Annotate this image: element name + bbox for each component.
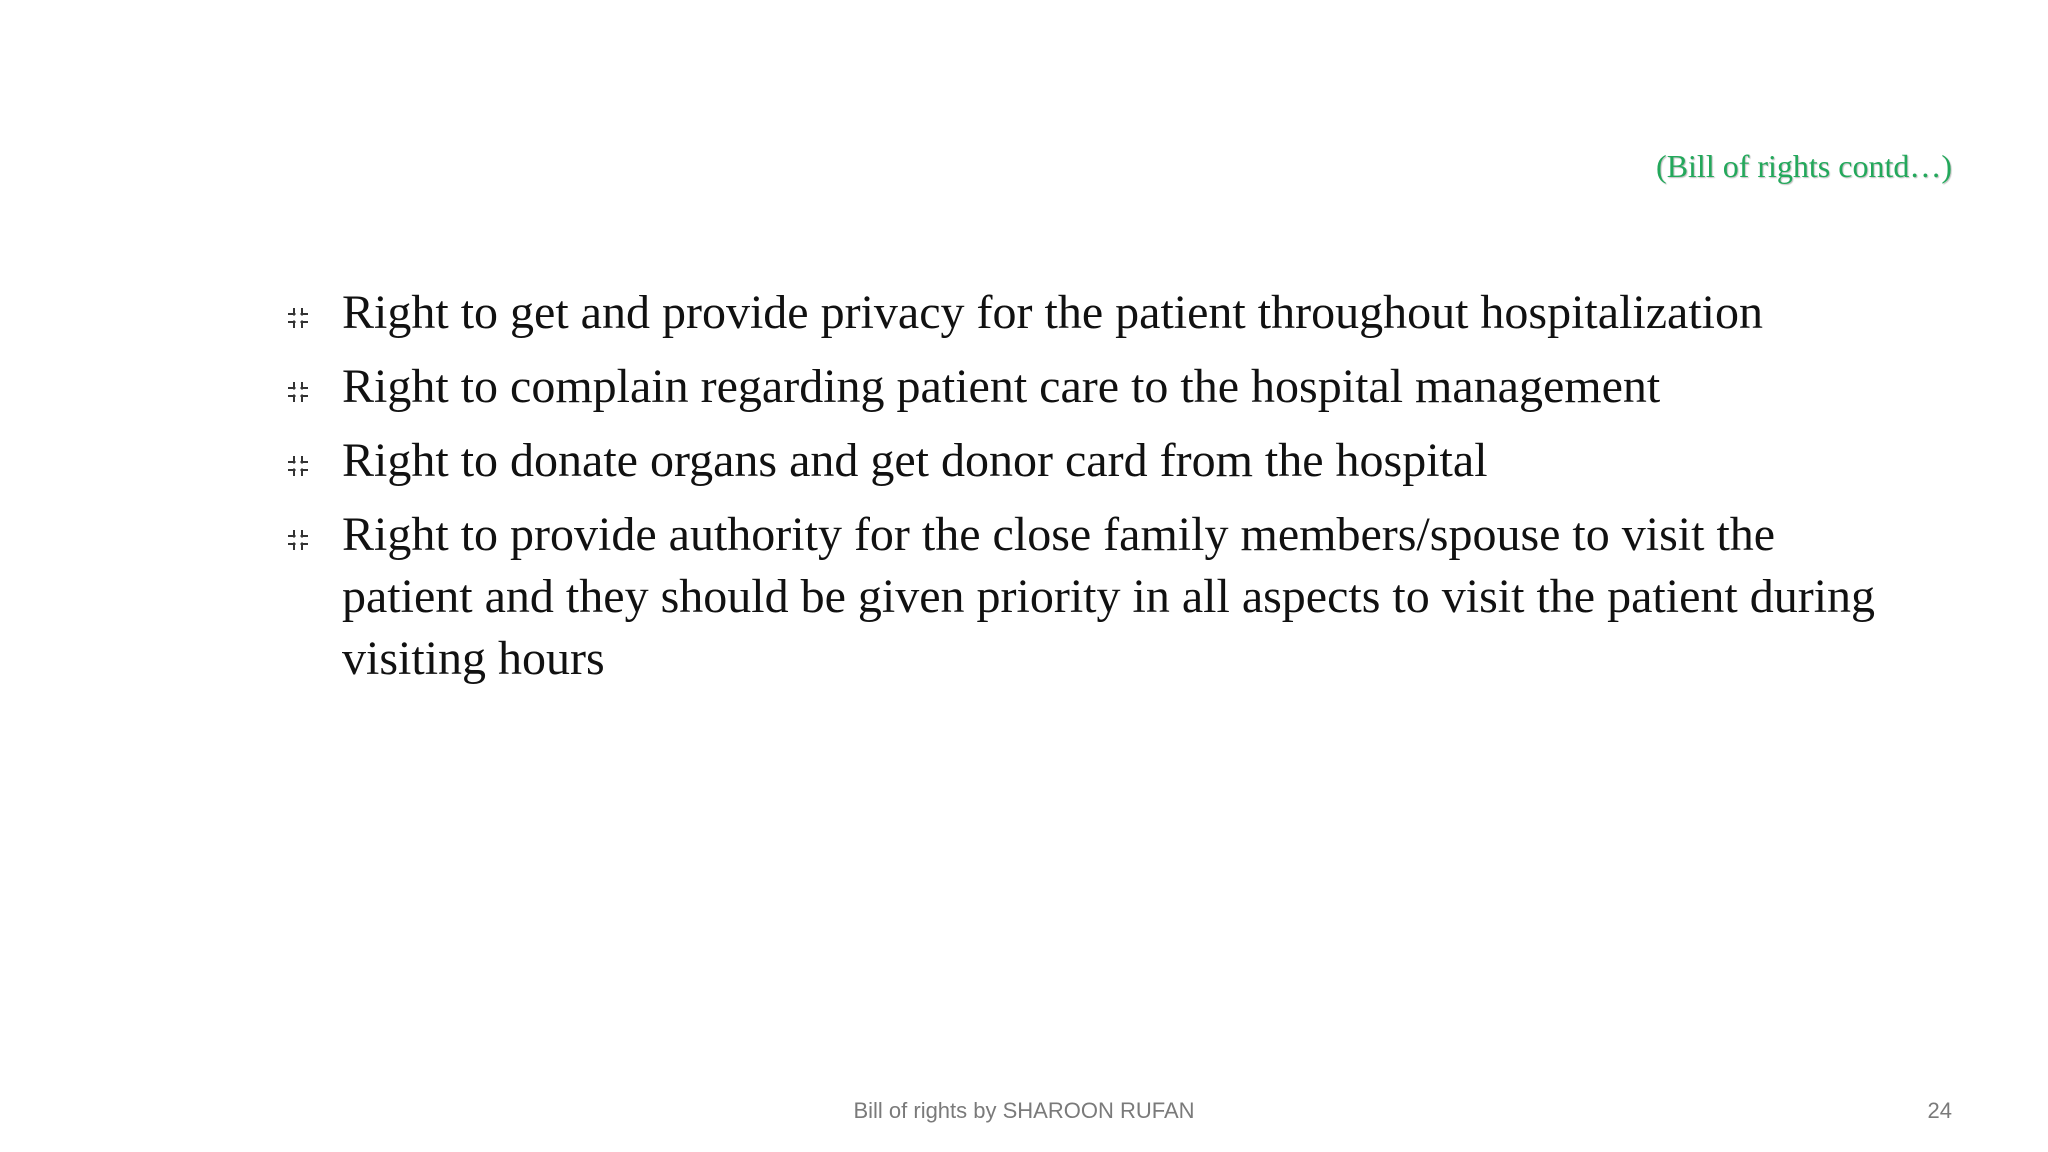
list-item	[286, 504, 1906, 690]
bullet-text: Right to get and provide privacy for the patient throughout hospitalization	[342, 286, 1764, 339]
slide-subtitle: (Bill of rights contd…)	[1656, 148, 1952, 184]
bullet-text: Right to complain regarding patient care to the hospital management	[342, 360, 1661, 413]
bullet-text: Right to donate organs and get donor card from the hospital	[342, 434, 1488, 487]
list-item	[286, 282, 1906, 344]
hash-bullet-icon	[286, 356, 342, 418]
list-item	[286, 430, 1906, 492]
page-number: 24	[1927, 1098, 1952, 1123]
slide-footer: Bill of rights by SHAROON RUFAN	[853, 1098, 1195, 1123]
bullet-text: Right to provide authority for the close family members/spouse to visit the patient and they should be given priority in all aspects to visit the patient during visiting hours	[342, 508, 1876, 685]
bullet-list	[286, 282, 1906, 702]
hash-bullet-icon	[286, 430, 342, 492]
list-item	[286, 356, 1906, 418]
hash-bullet-icon	[286, 282, 342, 344]
hash-bullet-icon	[286, 504, 342, 566]
